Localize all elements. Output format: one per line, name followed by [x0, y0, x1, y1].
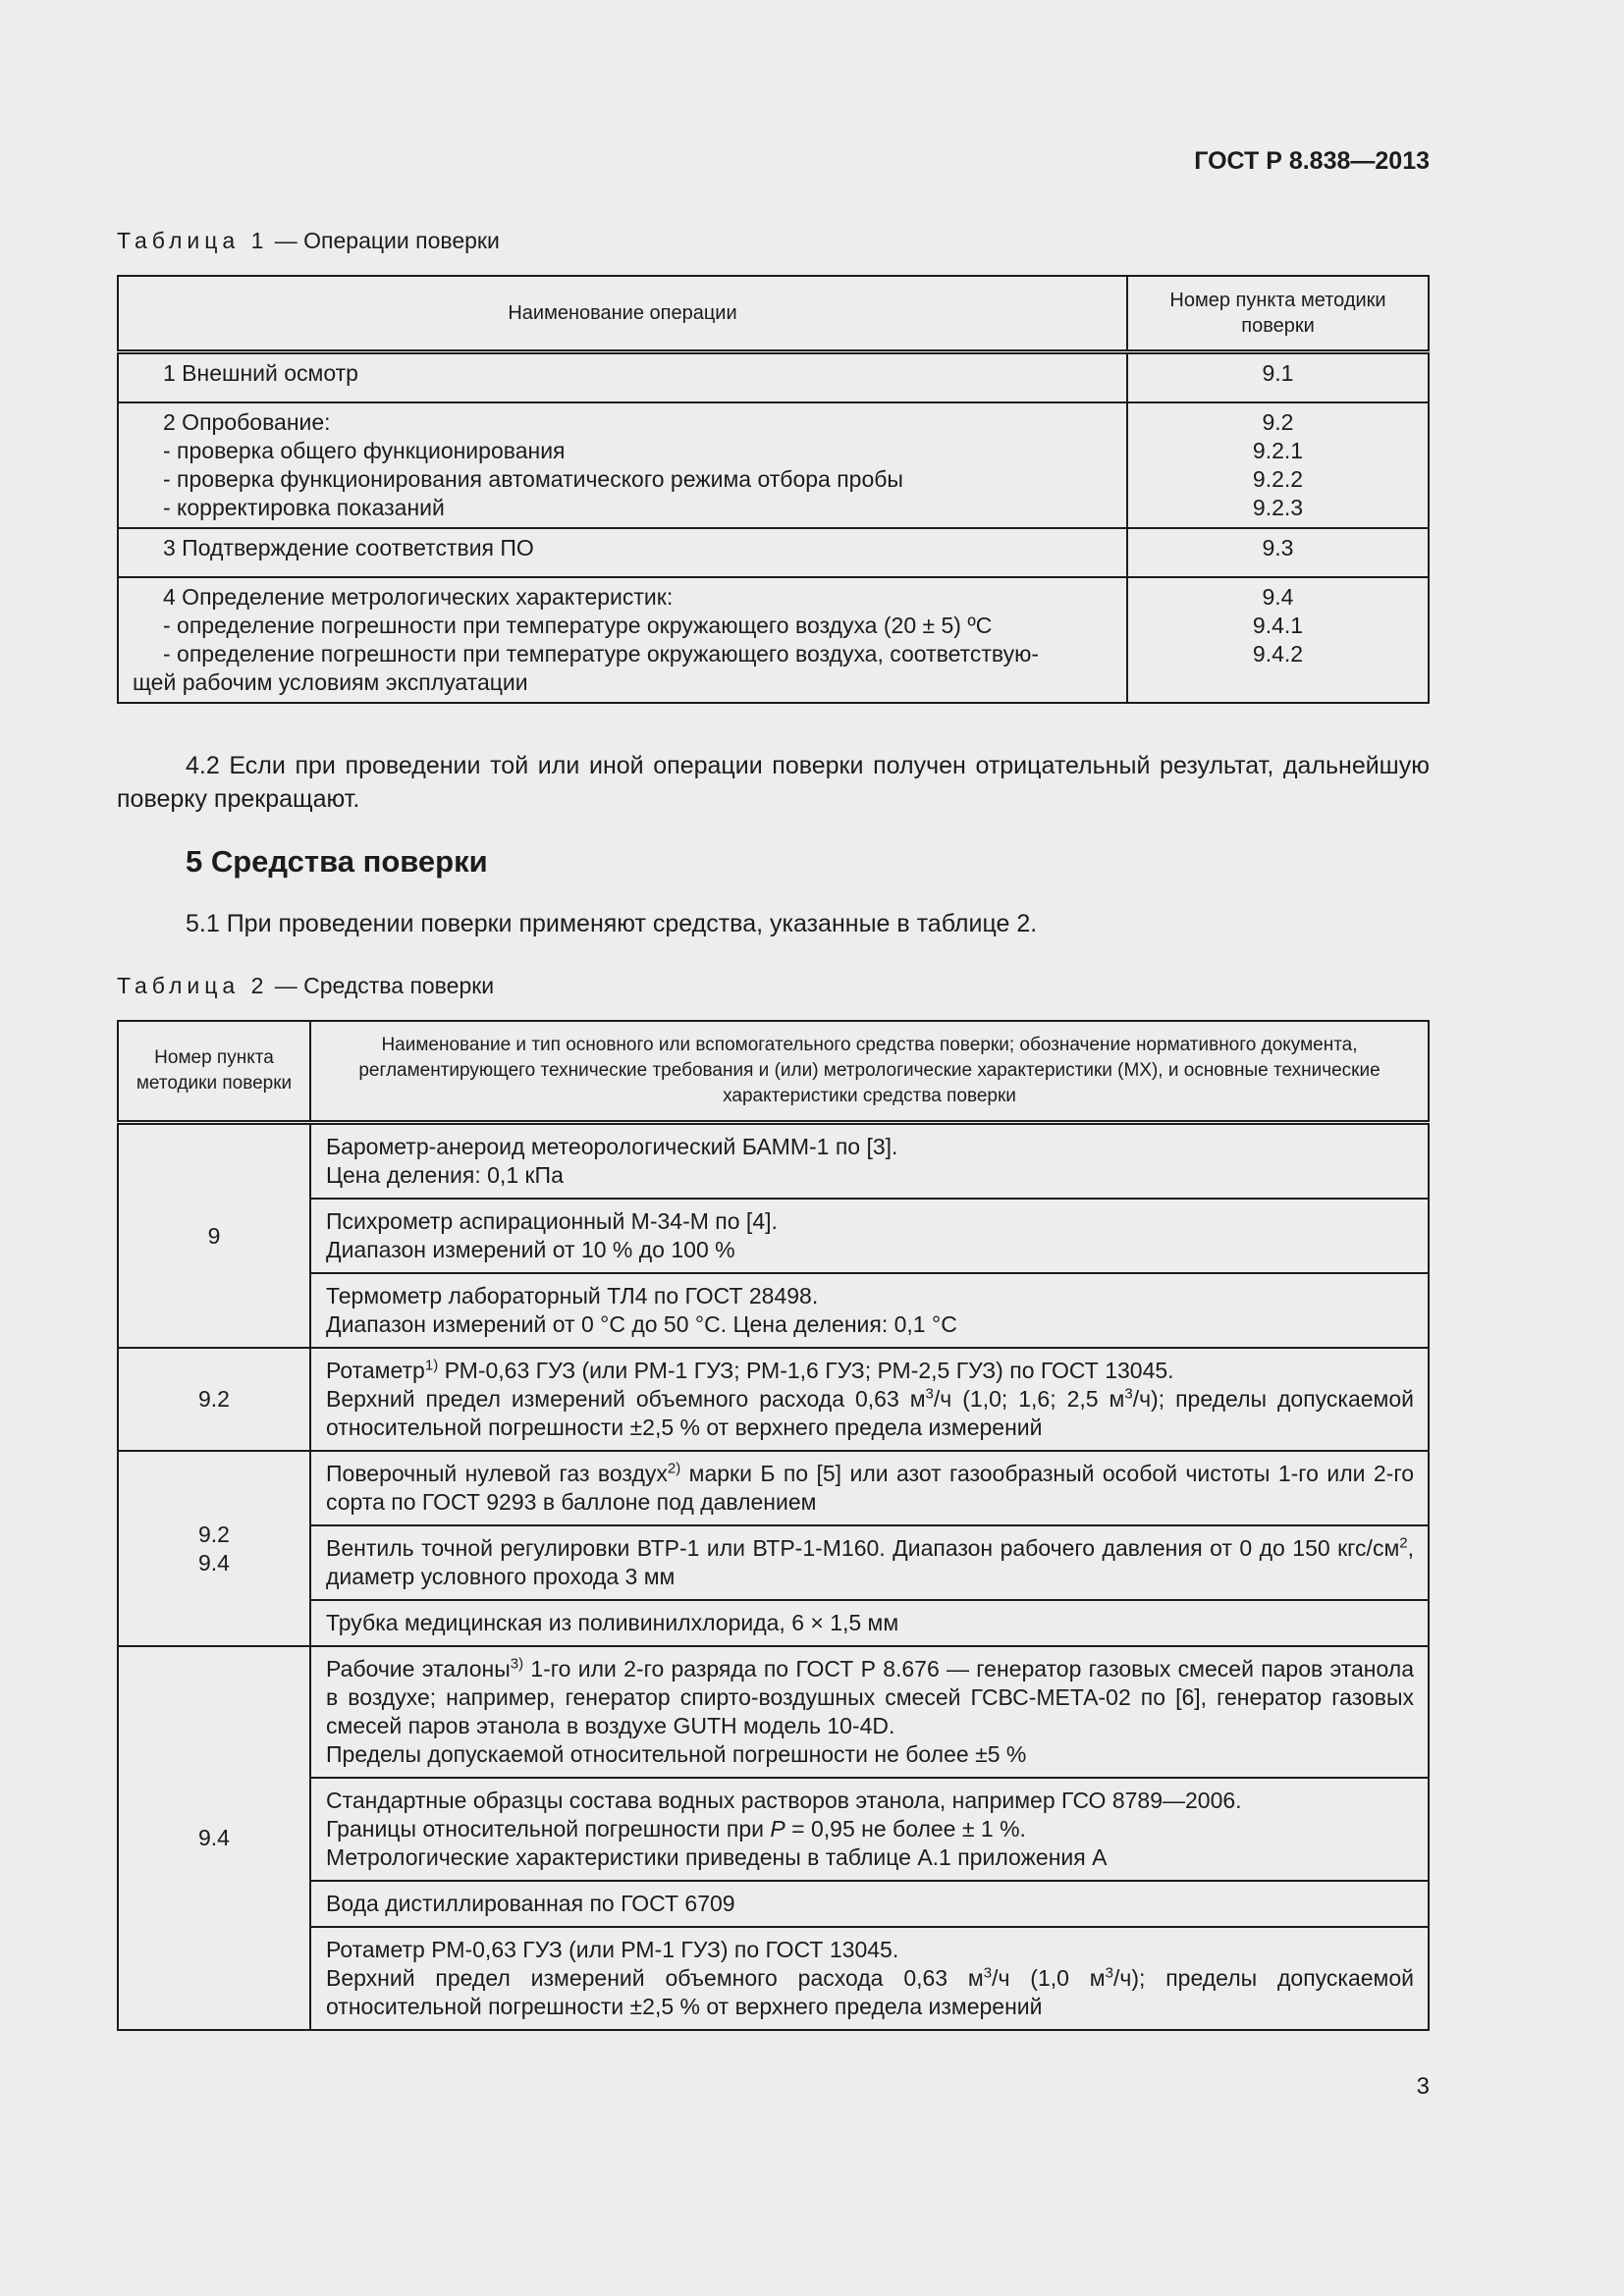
table-row: [118, 577, 1429, 703]
means-description: Барометр-анероид метеорологический БАММ-1 по [3]. Цена деления: 0,1 кПа: [310, 1123, 1429, 1200]
table-row: [118, 352, 1429, 403]
table-row: [118, 1778, 1429, 1881]
table-row: [118, 1451, 1429, 1525]
table-row: [118, 1646, 1429, 1778]
means-description: Поверочный нулевой газ воздух$^{2)}$ марки Б по [5] или азот газообразный особой чистоты 1-го или 2-го сорта по ГОСТ 9293 в баллоне под давлением: [310, 1451, 1429, 1525]
col-clause-number: Номер пункта методики поверки: [1127, 276, 1429, 352]
means-description: Стандартные образцы состава водных растворов этанола, например ГСО 8789—2006. Границы относительной погрешности при P = 0,95 не более ± 1 %. Метрологические характеристики приведены в таблице А.1 приложения А: [310, 1778, 1429, 1881]
operation-subline: - корректировка показаний: [163, 495, 445, 520]
col-clause-number: Номер пункта методики поверки: [118, 1021, 310, 1123]
means-description: Ротаметр РМ-0,63 ГУЗ (или РМ-1 ГУЗ) по ГОСТ 13045. Верхний предел измерений объемного расхода 0,63 $м^3/ч$ (1,0 $м^3/ч$); пределы допускаемой относительной погрешности ±2,5 % от верхнего предела измерений: [310, 1927, 1429, 2030]
table1-caption-text: — Операции поверки: [268, 228, 500, 253]
means-description: Рабочие эталоны$^{3)}$ 1-го или 2-го разряда по ГОСТ Р 8.676 — генератор газовых смесей паров этанола в воздухе; например, генератор спирто-воздушных смесей ГСВС-МЕТА-02 по [6], генератор газовых смесей паров этанола в воздухе GUTH модель 10-4D. Пределы допускаемой относительной погрешности не более ±5 %: [310, 1646, 1429, 1778]
col-operation-name: Наименование операции: [118, 276, 1127, 352]
clause-number: 9.4.2: [1252, 641, 1304, 667]
operation-subline: - проверка функционирования автоматического режима отбора пробы: [163, 466, 903, 492]
operation-line: 2 Опробование:: [163, 409, 331, 435]
clause-number: 9: [118, 1123, 310, 1349]
means-description: Вентиль точной регулировки ВТР-1 или ВТР-1-М160. Диапазон рабочего давления от 0 до 150 кгс/$см^2$, диаметр условного прохода 3 мм: [310, 1525, 1429, 1600]
table-header-row: [118, 1021, 1429, 1123]
paragraph-5-1: 5.1 При проведении поверки применяют средства, указанные в таблице 2.: [186, 910, 1038, 937]
clause-number: 9.4: [118, 1646, 310, 2030]
clause-number: 9.2 9.4: [118, 1451, 310, 1646]
table-row: [118, 402, 1429, 528]
table2-caption: [117, 973, 494, 999]
paragraph-4-2: 4.2 Если при проведении той или иной операции поверки получен отрицательный результат, дальнейшую поверку прекращают.: [117, 752, 1430, 813]
operations-table: [117, 275, 1430, 704]
table-row: [118, 1927, 1429, 2030]
means-description: Психрометр аспирационный М-34-М по [4]. Диапазон измерений от 10 % до 100 %: [310, 1199, 1429, 1273]
clause-number: 9.4.1: [1252, 613, 1304, 638]
operation-subline: - определение погрешности при температуре окружающего воздуха (20 ± 5) ºС: [163, 613, 993, 638]
col-means-description: Наименование и тип основного или вспомогательного средства поверки; обозначение нормативного документа, регламентирующего технические требования и (или) метрологические характеристики (МХ), и основные технические характеристики средства поверки: [310, 1021, 1429, 1123]
clause-number: 9.2: [118, 1348, 310, 1451]
table-row: [118, 1348, 1429, 1451]
table-row: [118, 1525, 1429, 1600]
clause-number: 9.1: [1262, 360, 1294, 386]
operation-subline: - проверка общего функционирования: [163, 438, 566, 463]
table1-caption-label: Таблица 1: [117, 228, 269, 253]
means-description: Трубка медицинская из поливинилхлорида, 6 × 1,5 мм: [310, 1600, 1429, 1646]
table2-caption-label: Таблица 2: [117, 973, 269, 998]
page-number: 3: [1416, 2073, 1430, 2100]
clause-number: 9.3: [1262, 535, 1294, 561]
table2-caption-text: — Средства поверки: [268, 973, 495, 998]
table-row: [118, 1600, 1429, 1646]
table-row: [118, 1273, 1429, 1348]
table-row: [118, 528, 1429, 577]
operation-line: 4 Определение метрологических характеристик:: [163, 584, 674, 610]
clause-number: 9.2.1: [1252, 438, 1304, 463]
clause-number: 9.4: [1262, 584, 1294, 610]
means-description: Термометр лабораторный ТЛ4 по ГОСТ 28498. Диапазон измерений от 0 °С до 50 °С. Цена деления: 0,1 °С: [310, 1273, 1429, 1348]
document-code: ГОСТ Р 8.838—2013: [1194, 147, 1430, 175]
operation-line: 1 Внешний осмотр: [163, 360, 358, 386]
table-row: [118, 1123, 1429, 1200]
table-header-row: [118, 276, 1429, 352]
operation-line: 3 Подтверждение соответствия ПО: [163, 535, 534, 561]
operation-subline: - определение погрешности при температуре окружающего воздуха, соответствую-: [163, 641, 1040, 667]
operation-subline-continued: щей рабочим условиям эксплуатации: [133, 669, 528, 695]
means-description: Ротаметр$^{1)}$ РМ-0,63 ГУЗ (или РМ-1 ГУЗ; РМ-1,6 ГУЗ; РМ-2,5 ГУЗ) по ГОСТ 13045. Верхний предел измерений объемного расхода 0,63 $м^3/ч$ (1,0; 1,6; 2,5 $м^3/ч$); пределы допускаемой относительной погрешности ±2,5 % от верхнего предела измерений: [310, 1348, 1429, 1451]
table1-caption: [117, 228, 500, 254]
verification-means-table: [117, 1020, 1430, 2031]
table-row: [118, 1199, 1429, 1273]
table-row: [118, 1881, 1429, 1927]
section-5-title: 5 Средства поверки: [186, 844, 488, 879]
means-description: Вода дистиллированная по ГОСТ 6709: [310, 1881, 1429, 1927]
clause-number: 9.2.2: [1252, 466, 1304, 492]
clause-number: 9.2.3: [1252, 495, 1304, 520]
clause-number: 9.2: [1262, 409, 1294, 435]
